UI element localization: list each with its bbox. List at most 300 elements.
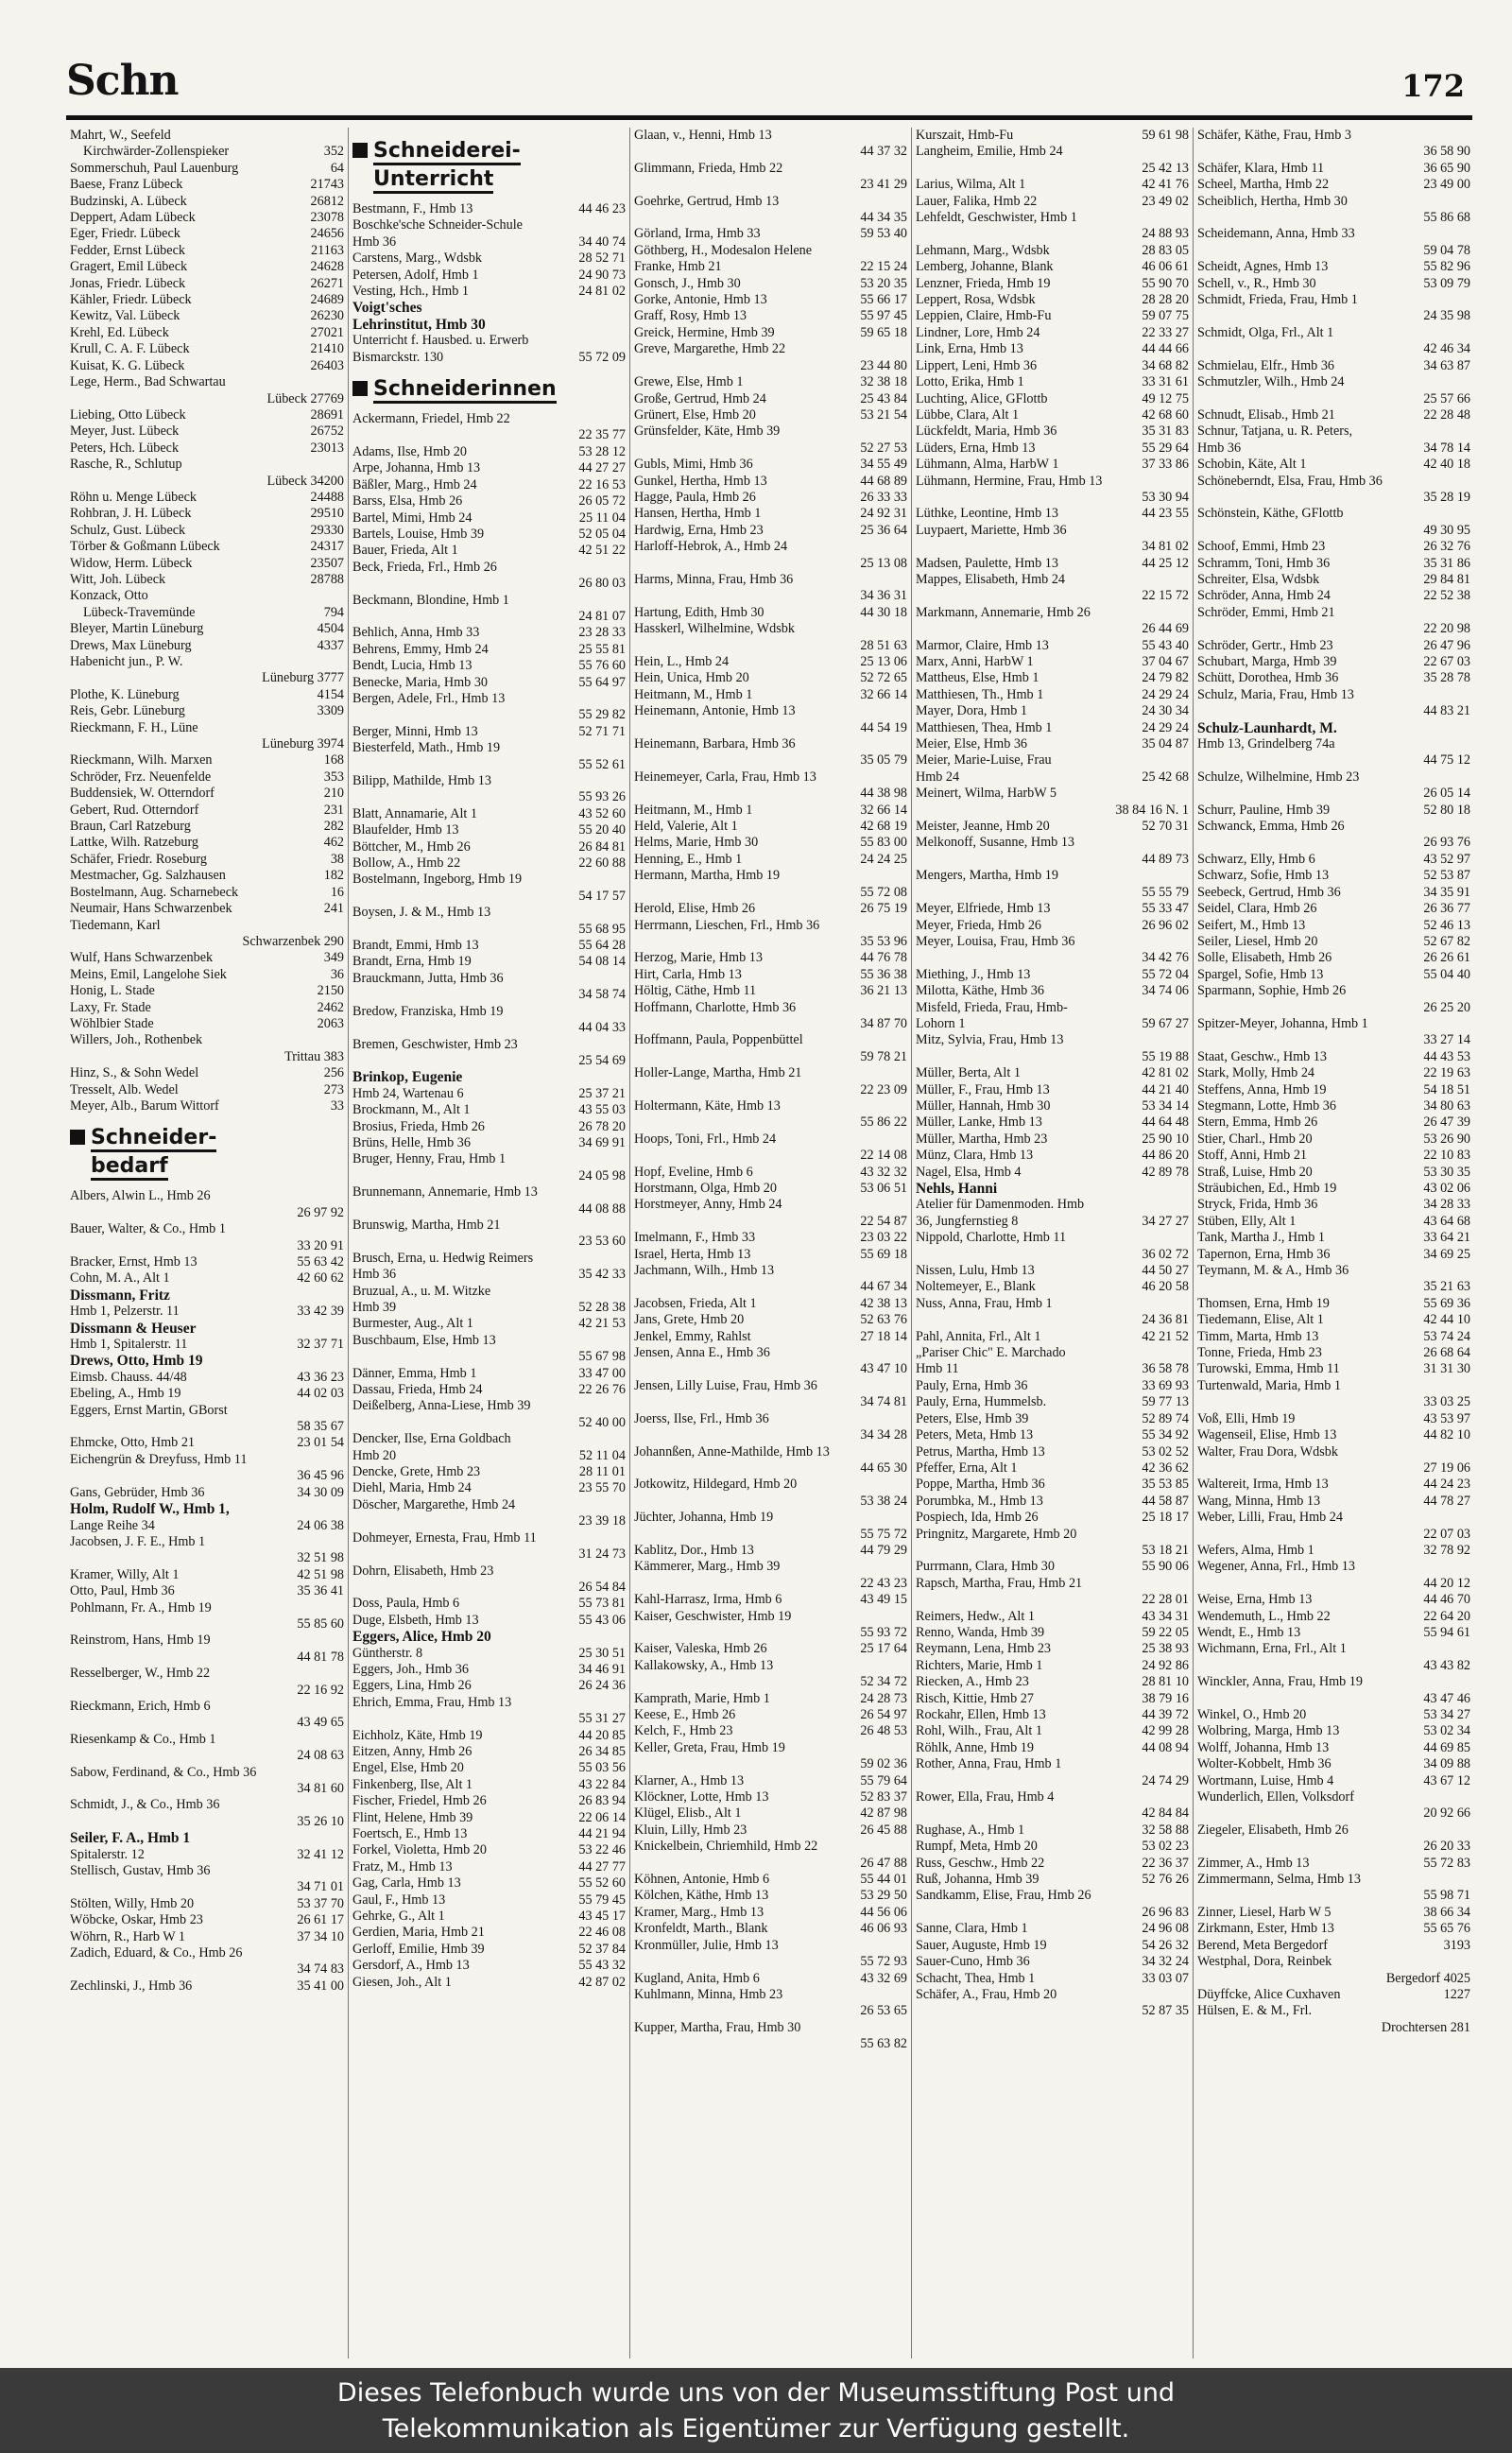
directory-entry xyxy=(916,786,1189,802)
entry-name: Dassau, Frieda, Hmb 24 xyxy=(352,1382,483,1398)
entry-number: 55 98 71 xyxy=(1423,1888,1470,1904)
entry-name: Kurszait, Hmb-Fu xyxy=(916,128,1014,143)
directory-entry xyxy=(70,983,344,999)
entry-number: 32 37 71 xyxy=(297,1337,344,1353)
entry-name: Schacht, Thea, Hmb 1 xyxy=(916,1970,1036,1986)
entry-name: Sanne, Clara, Hmb 1 xyxy=(916,1921,1028,1937)
directory-entry xyxy=(916,1905,1189,1921)
directory-entry xyxy=(70,539,344,555)
entry-name: Bracker, Ernst, Hmb 13 xyxy=(70,1254,198,1270)
directory-entry xyxy=(1197,786,1470,802)
entry-name: Sparmann, Sophie, Hmb 26 xyxy=(1197,983,1347,999)
entry-number: 25 42 13 xyxy=(1142,160,1189,176)
entry-name: Wendemuth, L., Hmb 22 xyxy=(1197,1608,1331,1624)
directory-entry xyxy=(916,736,1189,752)
directory-entry xyxy=(352,707,626,723)
entry-number: 42 51 22 xyxy=(578,543,626,559)
entry-name: Burmester, Aug., Alt 1 xyxy=(352,1316,473,1332)
directory-entry xyxy=(916,1114,1189,1131)
entry-number: 58 35 67 xyxy=(297,1419,344,1435)
entry-name: Turowski, Emma, Hmb 11 xyxy=(1197,1361,1340,1377)
entry-number: 44 81 78 xyxy=(297,1649,344,1665)
entry-number: 25 11 04 xyxy=(578,510,626,526)
entry-number: 36 58 78 xyxy=(1142,1361,1189,1377)
directory-entry xyxy=(352,1497,626,1513)
directory-entry xyxy=(916,1000,1189,1016)
entry-name: Madsen, Paulette, Hmb 13 xyxy=(916,555,1058,571)
directory-entry xyxy=(634,1065,907,1081)
directory-entry xyxy=(70,901,344,917)
entry-number: 52 53 87 xyxy=(1423,868,1470,884)
header-keyword: Schn xyxy=(66,57,179,105)
entry-number: 23078 xyxy=(310,210,344,226)
directory-entry xyxy=(916,835,1189,851)
directory-entry xyxy=(634,967,907,983)
entry-number: Trittau 383 xyxy=(284,1048,344,1064)
directory-entry xyxy=(1197,1674,1470,1690)
entry-name: Schröder, Anna, Hmb 24 xyxy=(1197,588,1331,604)
directory-entry xyxy=(352,905,626,921)
directory-entry xyxy=(1197,539,1470,555)
directory-entry xyxy=(1197,1756,1470,1772)
directory-entry xyxy=(634,358,907,374)
entry-name: Kewitz, Val. Lübeck xyxy=(70,308,180,324)
entry-number: 53 18 21 xyxy=(1142,1542,1189,1558)
entry-name: Hartung, Edith, Hmb 30 xyxy=(634,604,765,620)
entry-number: 26 33 33 xyxy=(860,489,907,505)
directory-entry xyxy=(634,638,907,654)
directory-entry xyxy=(916,1510,1189,1526)
entry-number: 42 68 60 xyxy=(1142,406,1189,423)
entry-name: Flint, Helene, Hmb 39 xyxy=(352,1809,473,1825)
directory-entry xyxy=(634,1114,907,1131)
entry-number: 55 76 60 xyxy=(578,658,626,674)
directory-entry xyxy=(916,1148,1189,1164)
entry-name: Liebing, Otto Lübeck xyxy=(70,406,186,423)
entry-name: Bilipp, Mathilde, Hmb 13 xyxy=(352,773,491,788)
entry-number: 44 37 32 xyxy=(860,144,907,160)
directory-entry xyxy=(70,506,344,522)
directory-entry xyxy=(1197,1510,1470,1526)
entry-number: 25 43 84 xyxy=(860,390,907,406)
entry-name: Behlich, Anna, Hmb 33 xyxy=(352,625,480,641)
entry-name: Schmutzler, Wilh., Hmb 24 xyxy=(1197,374,1345,390)
directory-entry xyxy=(634,1494,907,1510)
directory-entry xyxy=(916,1822,1189,1839)
entry-name: Göthberg, H., Modesalon Helene xyxy=(634,242,813,258)
directory-entry xyxy=(634,703,907,719)
directory-entry xyxy=(70,1501,344,1517)
entry-name: Engel, Else, Hmb 20 xyxy=(352,1760,464,1776)
directory-entry xyxy=(634,391,907,407)
entry-name: Hagge, Paula, Hmb 26 xyxy=(634,489,756,505)
entry-name: Gebert, Rud. Otterndorf xyxy=(70,802,199,818)
directory-entry xyxy=(352,1333,626,1349)
entry-name: Eitzen, Anny, Hmb 26 xyxy=(352,1743,472,1759)
directory-entry xyxy=(352,1925,626,1941)
entry-name: Bartel, Mimi, Hmb 24 xyxy=(352,510,472,526)
directory-entry xyxy=(352,609,626,625)
directory-entry xyxy=(352,411,626,427)
directory-entry xyxy=(70,1715,344,1731)
entry-name: Stryck, Frida, Hmb 36 xyxy=(1197,1197,1318,1213)
entry-name: Glimmann, Frieda, Hmb 22 xyxy=(634,160,783,176)
entry-name: Zimmermann, Selma, Hmb 13 xyxy=(1197,1872,1361,1888)
directory-entry xyxy=(1197,1032,1470,1048)
directory-entry xyxy=(1197,1592,1470,1608)
entry-name: Zinner, Liesel, Harb W 5 xyxy=(1197,1904,1332,1920)
entry-name: Kuisat, K. G. Lübeck xyxy=(70,357,185,373)
directory-entry xyxy=(634,835,907,851)
entry-number: 59 22 05 xyxy=(1142,1624,1189,1640)
entry-number: 25 42 68 xyxy=(1142,769,1189,785)
directory-entry xyxy=(70,868,344,884)
entry-number: 22 15 24 xyxy=(860,259,907,275)
directory-entry xyxy=(352,477,626,493)
entry-name: Sabow, Ferdinand, & Co., Hmb 36 xyxy=(70,1764,257,1780)
directory-entry xyxy=(70,1000,344,1016)
entry-number: 29510 xyxy=(310,506,344,522)
directory-entry xyxy=(1197,161,1470,177)
entry-name: Nippold, Charlotte, Hmb 11 xyxy=(916,1230,1067,1246)
entry-name: Lohorn 1 xyxy=(916,1015,966,1031)
entry-name: Lehrinstitut, Hmb 30 xyxy=(352,316,486,333)
directory-entry xyxy=(916,868,1189,884)
directory-entry xyxy=(352,1234,626,1250)
entry-name: Held, Valerie, Alt 1 xyxy=(634,819,738,835)
entry-name: Nagel, Elsa, Hmb 4 xyxy=(916,1164,1022,1180)
entry-number: 26 97 92 xyxy=(297,1204,344,1220)
entry-name: Spitzer-Meyer, Johanna, Hmb 1 xyxy=(1197,1015,1368,1031)
entry-name: Deppert, Adam Lübeck xyxy=(70,210,196,226)
entry-number: 44 23 55 xyxy=(1142,506,1189,522)
directory-entry xyxy=(352,1184,626,1201)
entry-name: Lattke, Wilh. Ratzeburg xyxy=(70,835,199,851)
entry-name: Kronmüller, Julie, Hmb 13 xyxy=(634,1937,779,1953)
entry-number: 55 55 79 xyxy=(1142,884,1189,900)
directory-entry xyxy=(634,1888,907,1904)
directory-entry xyxy=(634,2003,907,2019)
entry-number: 23 44 80 xyxy=(860,357,907,373)
entry-name: Adams, Ilse, Hmb 20 xyxy=(352,443,467,459)
entry-name: Tresselt, Alb. Wedel xyxy=(70,1081,179,1097)
directory-entry xyxy=(634,1527,907,1543)
directory-entry xyxy=(70,128,344,144)
directory-entry xyxy=(70,1879,344,1895)
directory-entry xyxy=(1197,1921,1470,1937)
directory-entry xyxy=(1197,1773,1470,1789)
entry-name: Schmielau, Elfr., Hmb 36 xyxy=(1197,357,1335,373)
entry-name: Lotto, Erika, Hmb 1 xyxy=(916,374,1024,390)
directory-entry xyxy=(70,1518,344,1534)
entry-name: Bartels, Louise, Hmb 39 xyxy=(352,526,485,542)
entry-number: 34 74 06 xyxy=(1142,983,1189,999)
entry-number: 25 13 08 xyxy=(860,555,907,571)
directory-entry xyxy=(1197,358,1470,374)
directory-entry xyxy=(1197,1641,1470,1657)
entry-name: Wöbcke, Oskar, Hmb 23 xyxy=(70,1912,203,1928)
entry-name: Eggers, Lina, Hmb 26 xyxy=(352,1678,472,1694)
directory-entry xyxy=(1197,1987,1470,2003)
directory-entry xyxy=(634,1592,907,1608)
directory-entry xyxy=(916,1494,1189,1510)
entry-number: Lüneburg 3777 xyxy=(262,670,344,686)
entry-name: Wunderlich, Ellen, Volksdorf xyxy=(1197,1789,1354,1805)
directory-entry xyxy=(1197,1954,1470,1970)
entry-number: 26230 xyxy=(310,308,344,324)
entry-number: 55 93 72 xyxy=(860,1624,907,1640)
entry-name: Hmb 1, Spitalerstr. 11 xyxy=(70,1337,188,1353)
directory-entry xyxy=(916,1197,1189,1213)
entry-number: 53 21 54 xyxy=(860,406,907,423)
entry-name: Biesterfeld, Math., Hmb 19 xyxy=(352,740,501,756)
entry-name: Neumair, Hans Schwarzenbek xyxy=(70,901,232,917)
entry-name: Meyer, Frieda, Hmb 26 xyxy=(916,917,1042,933)
entry-name: Brosius, Frieda, Hmb 26 xyxy=(352,1118,485,1134)
entry-name: Stern, Emma, Hmb 26 xyxy=(1197,1114,1318,1131)
directory-entry xyxy=(634,226,907,242)
entry-name: Matthiesen, Thea, Hmb 1 xyxy=(916,719,1053,735)
entry-name: Lauer, Falika, Hmb 22 xyxy=(916,193,1038,209)
directory-entry xyxy=(1197,490,1470,506)
directory-entry xyxy=(634,901,907,917)
directory-entry xyxy=(352,1842,626,1858)
entry-name: Brinkop, Eugenie xyxy=(352,1069,463,1086)
directory-entry xyxy=(1197,1789,1470,1805)
directory-entry xyxy=(634,868,907,884)
entry-number: 35 04 87 xyxy=(1142,736,1189,752)
entry-name: Finkenberg, Ilse, Alt 1 xyxy=(352,1776,473,1792)
entry-name: Stegmann, Lotte, Hmb 36 xyxy=(1197,1097,1336,1114)
entry-name: Schöneberndt, Elsa, Frau, Hmb 36 xyxy=(1197,473,1383,489)
directory-entry xyxy=(916,391,1189,407)
entry-number: 52 63 76 xyxy=(860,1312,907,1328)
directory-entry xyxy=(70,144,344,160)
directory-entry xyxy=(634,983,907,999)
directory-entry xyxy=(634,1938,907,1954)
directory-entry xyxy=(352,1431,626,1447)
directory-entry xyxy=(352,1629,626,1645)
directory-entry xyxy=(70,441,344,457)
entry-number: 52 72 65 xyxy=(860,670,907,686)
directory-entry xyxy=(634,1181,907,1197)
directory-entry xyxy=(352,1826,626,1842)
directory-entry xyxy=(634,670,907,686)
entry-name: Beck, Frieda, Frl., Hmb 26 xyxy=(352,559,497,575)
entry-name: Meier, Else, Hmb 36 xyxy=(916,736,1028,752)
entry-number: 22 64 20 xyxy=(1423,1608,1470,1624)
entry-number: 16 xyxy=(330,884,344,900)
entry-number: 52 46 13 xyxy=(1423,917,1470,933)
entry-name: Große, Gertrud, Hmb 24 xyxy=(634,390,766,406)
entry-name: Laxy, Fr. Stade xyxy=(70,999,151,1015)
directory-entry xyxy=(634,1872,907,1888)
entry-number: 33 64 21 xyxy=(1423,1230,1470,1246)
directory-entry xyxy=(916,210,1189,226)
directory-entry xyxy=(634,210,907,226)
section-heading xyxy=(352,375,626,404)
entry-number: 44 79 29 xyxy=(860,1542,907,1558)
entry-name: Scheiblich, Hertha, Hmb 30 xyxy=(1197,193,1348,209)
entry-number: 34 63 87 xyxy=(1423,357,1470,373)
entry-name: Gans, Gebrüder, Hmb 36 xyxy=(70,1484,205,1500)
directory-entry xyxy=(352,806,626,822)
heading-text xyxy=(373,375,557,404)
entry-name: Brüns, Helle, Hmb 36 xyxy=(352,1134,471,1150)
entry-name: Meyer, Elfriede, Hmb 13 xyxy=(916,901,1051,917)
entry-name: Boysen, J. & M., Hmb 13 xyxy=(352,905,491,921)
entry-name: Münz, Clara, Hmb 13 xyxy=(916,1148,1034,1164)
directory-entry xyxy=(916,243,1189,259)
directory-entry xyxy=(352,560,626,576)
directory-entry xyxy=(1197,638,1470,654)
entry-name: Görland, Irma, Hmb 33 xyxy=(634,226,761,242)
entry-name: Rohl, Wilh., Frau, Alt 1 xyxy=(916,1723,1042,1739)
entry-name: Dohrn, Elisabeth, Hmb 23 xyxy=(352,1563,494,1579)
entry-name: Joerss, Ilse, Frl., Hmb 36 xyxy=(634,1410,769,1426)
entry-number: 44 02 03 xyxy=(297,1386,344,1402)
entry-name: Meins, Emil, Langelohe Siek xyxy=(70,966,227,982)
directory-entry xyxy=(916,1361,1189,1377)
entry-name: Hmb 1, Pelzerstr. 11 xyxy=(70,1304,180,1320)
directory-entry xyxy=(70,556,344,572)
entry-number: 26 54 97 xyxy=(860,1707,907,1722)
entry-number: 24488 xyxy=(310,489,344,505)
directory-entry xyxy=(634,950,907,966)
entry-number: 26 96 02 xyxy=(1142,917,1189,933)
entry-number: 55 82 96 xyxy=(1423,259,1470,275)
entry-number: 53 74 24 xyxy=(1423,1328,1470,1344)
entry-number: 42 46 34 xyxy=(1423,341,1470,357)
directory-entry xyxy=(70,588,344,604)
directory-entry xyxy=(916,1839,1189,1855)
entry-number: 22 15 72 xyxy=(1142,588,1189,604)
entry-name: Unterricht f. Hausbed. u. Erwerb xyxy=(352,333,529,349)
directory-entry xyxy=(916,1460,1189,1477)
entry-number: 43 36 23 xyxy=(297,1369,344,1385)
entry-name: Kahl-Harrasz, Irma, Hmb 6 xyxy=(634,1592,782,1608)
directory-entry xyxy=(916,1872,1189,1888)
directory-entry xyxy=(70,1435,344,1451)
directory-entry xyxy=(70,1304,344,1320)
entry-number: 26 47 96 xyxy=(1423,637,1470,653)
directory-entry xyxy=(916,1723,1189,1739)
entry-number: 462 xyxy=(323,835,344,851)
entry-number: 29 84 81 xyxy=(1423,571,1470,587)
entry-number: 59 77 13 xyxy=(1142,1394,1189,1410)
directory-entry xyxy=(1197,720,1470,736)
directory-entry xyxy=(70,1065,344,1081)
entry-number: 55 67 98 xyxy=(578,1349,626,1365)
entry-number: 43 53 97 xyxy=(1423,1410,1470,1426)
entry-number: 54 17 57 xyxy=(578,888,626,904)
directory-entry xyxy=(916,1181,1189,1197)
directory-entry xyxy=(916,423,1189,440)
entry-number: 54 26 32 xyxy=(1142,1937,1189,1953)
directory-entry xyxy=(916,687,1189,703)
directory-entry xyxy=(352,1580,626,1596)
entry-number: 32 38 18 xyxy=(860,374,907,390)
directory-entry xyxy=(916,983,1189,999)
entry-name: Pauly, Erna, Hmb 36 xyxy=(916,1377,1028,1393)
entry-name: Mayer, Dora, Hmb 1 xyxy=(916,703,1028,719)
directory-entry xyxy=(70,819,344,835)
entry-number: 42 84 84 xyxy=(1142,1805,1189,1822)
entry-name: Zechlinski, J., Hmb 36 xyxy=(70,1978,193,1994)
entry-name: Jensen, Anna E., Hmb 36 xyxy=(634,1345,770,1361)
entry-number: 43 52 60 xyxy=(578,805,626,821)
entry-name: Hoops, Toni, Frl., Hmb 24 xyxy=(634,1131,777,1147)
entry-name: Dänner, Emma, Hmb 1 xyxy=(352,1365,477,1381)
directory-entry xyxy=(1197,605,1470,621)
directory-entry xyxy=(1197,276,1470,292)
directory-entry xyxy=(70,1929,344,1945)
directory-entry xyxy=(634,1856,907,1872)
entry-number: 26 36 77 xyxy=(1423,901,1470,917)
entry-name: Tiedemann, Elise, Alt 1 xyxy=(1197,1312,1324,1328)
entry-name: Kuhlmann, Minna, Hmb 23 xyxy=(634,1986,783,2002)
directory-entry xyxy=(1197,1427,1470,1443)
entry-name: Bauer, Walter, & Co., Hmb 1 xyxy=(70,1221,226,1237)
entry-number: 28 11 01 xyxy=(578,1464,626,1480)
entry-name: Lindner, Lore, Hmb 24 xyxy=(916,324,1040,340)
entry-number: 34 42 76 xyxy=(1142,950,1189,966)
entry-number: 42 21 52 xyxy=(1142,1328,1189,1344)
directory-entry xyxy=(70,1765,344,1781)
entry-name: Schulz, Gust. Lübeck xyxy=(70,522,186,538)
directory-entry xyxy=(1197,1098,1470,1114)
directory-entry xyxy=(1197,1839,1470,1855)
entry-number: 26 54 84 xyxy=(578,1579,626,1595)
directory-entry xyxy=(1197,1131,1470,1148)
directory-entry xyxy=(634,1460,907,1477)
directory-entry xyxy=(634,1247,907,1263)
entry-number: 34 55 49 xyxy=(860,457,907,473)
entry-number: 55 72 09 xyxy=(578,349,626,365)
directory-entry xyxy=(352,1037,626,1053)
entry-number: 59 78 21 xyxy=(860,1048,907,1064)
entry-number: 44 20 85 xyxy=(578,1727,626,1743)
directory-entry xyxy=(70,950,344,966)
entry-number: 28788 xyxy=(310,571,344,587)
entry-number: 44 69 85 xyxy=(1423,1739,1470,1755)
directory-entry xyxy=(70,967,344,983)
entry-number: 22 10 83 xyxy=(1423,1148,1470,1164)
entry-number: 55 86 22 xyxy=(860,1114,907,1131)
directory-entry xyxy=(1197,1165,1470,1181)
entry-number: 26 75 19 xyxy=(860,901,907,917)
entry-name: Kupper, Martha, Frau, Hmb 30 xyxy=(634,2019,801,2035)
directory-entry xyxy=(1197,868,1470,884)
directory-entry xyxy=(916,276,1189,292)
directory-entry xyxy=(1197,226,1470,242)
directory-entry xyxy=(916,950,1189,966)
entry-number: 64 xyxy=(330,160,344,176)
entry-number: 22 33 27 xyxy=(1142,324,1189,340)
entry-number: 42 51 98 xyxy=(297,1566,344,1582)
entry-number: 55 73 81 xyxy=(578,1596,626,1612)
entry-name: Bruger, Henny, Frau, Hmb 1 xyxy=(352,1151,507,1167)
entry-number: 46 06 61 xyxy=(1142,259,1189,275)
directory-entry xyxy=(916,1411,1189,1427)
entry-number: 52 27 53 xyxy=(860,440,907,456)
entry-name: Westphal, Dora, Reinbek xyxy=(1197,1954,1332,1970)
entry-name: Waltereit, Irma, Hmb 13 xyxy=(1197,1477,1329,1493)
directory-entry xyxy=(352,1300,626,1316)
entry-name: Holtermann, Käte, Hmb 13 xyxy=(634,1097,781,1114)
directory-entry xyxy=(70,572,344,588)
entry-name: Johannßen, Anne-Mathilde, Hmb 13 xyxy=(634,1443,830,1460)
